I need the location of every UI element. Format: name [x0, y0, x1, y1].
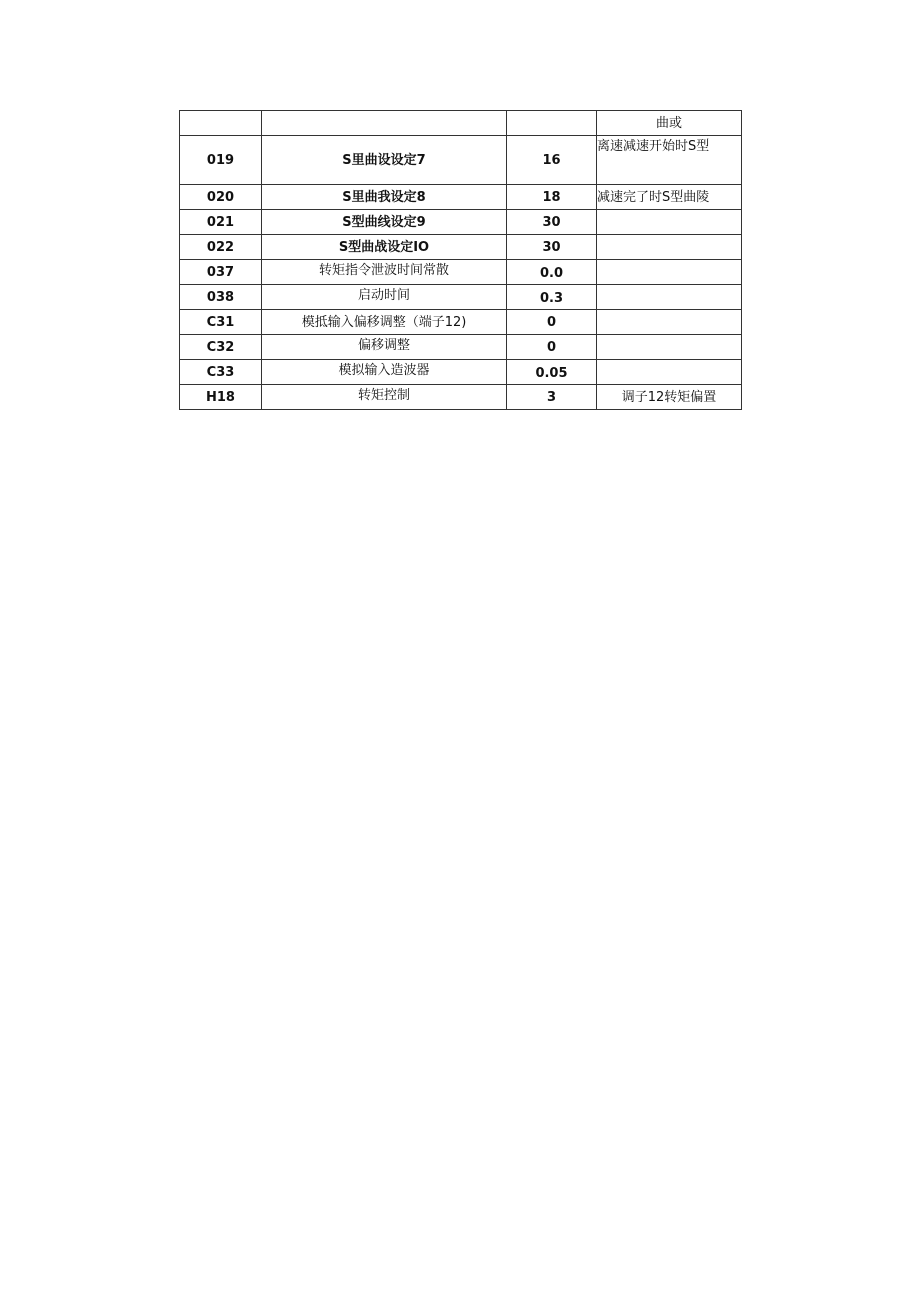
cell-name: S型曲线设定9 — [262, 210, 507, 235]
cell-code: C32 — [180, 335, 262, 360]
table-row — [180, 285, 742, 310]
table-row — [180, 210, 742, 235]
cell-name: 偏移调整 — [262, 335, 507, 360]
cell-value: 30 — [507, 235, 597, 260]
cell-note — [597, 235, 742, 260]
cell-note — [597, 310, 742, 335]
table-row — [180, 310, 742, 335]
cell-value: 0.0 — [507, 260, 597, 285]
cell-name: 模抵输入偏移调整（端子12) — [262, 310, 507, 335]
cell-code: 021 — [180, 210, 262, 235]
cell-note: 离速减速开始时S型 — [597, 136, 742, 185]
table-row — [180, 360, 742, 385]
cell-code: H18 — [180, 385, 262, 410]
parameter-table — [179, 110, 742, 410]
cell-value: 0 — [507, 310, 597, 335]
table-row — [180, 235, 742, 260]
cell-name: 转矩控制 — [262, 385, 507, 410]
cell-name: 转矩指令泄波时间常散 — [262, 260, 507, 285]
table-row-header — [180, 111, 742, 136]
cell-name: S里曲我设定8 — [262, 185, 507, 210]
table-row — [180, 385, 742, 410]
cell-value: 0 — [507, 335, 597, 360]
cell-name-empty — [262, 111, 507, 136]
cell-note — [597, 335, 742, 360]
cell-note — [597, 210, 742, 235]
cell-note: 曲或 — [597, 111, 742, 136]
table-row — [180, 335, 742, 360]
cell-code: 037 — [180, 260, 262, 285]
cell-code: 022 — [180, 235, 262, 260]
cell-value: 0.05 — [507, 360, 597, 385]
cell-name: S型曲战设定IO — [262, 235, 507, 260]
cell-value: 18 — [507, 185, 597, 210]
cell-value: 16 — [507, 136, 597, 185]
cell-note — [597, 285, 742, 310]
cell-code: 019 — [180, 136, 262, 185]
cell-code-empty — [180, 111, 262, 136]
cell-value: 0.3 — [507, 285, 597, 310]
table-row — [180, 185, 742, 210]
table-row — [180, 260, 742, 285]
cell-name: 启动时间 — [262, 285, 507, 310]
cell-code: C33 — [180, 360, 262, 385]
cell-note: 减速完了时S型曲陵 — [597, 185, 742, 210]
cell-value: 3 — [507, 385, 597, 410]
cell-note — [597, 360, 742, 385]
cell-name: S里曲设设定7 — [262, 136, 507, 185]
cell-code: 020 — [180, 185, 262, 210]
table-row — [180, 136, 742, 185]
cell-value-empty — [507, 111, 597, 136]
cell-value: 30 — [507, 210, 597, 235]
cell-code: 038 — [180, 285, 262, 310]
cell-code: C31 — [180, 310, 262, 335]
cell-note: 调子12转矩偏置 — [597, 385, 742, 410]
cell-name: 模拟输入造波器 — [262, 360, 507, 385]
cell-note — [597, 260, 742, 285]
